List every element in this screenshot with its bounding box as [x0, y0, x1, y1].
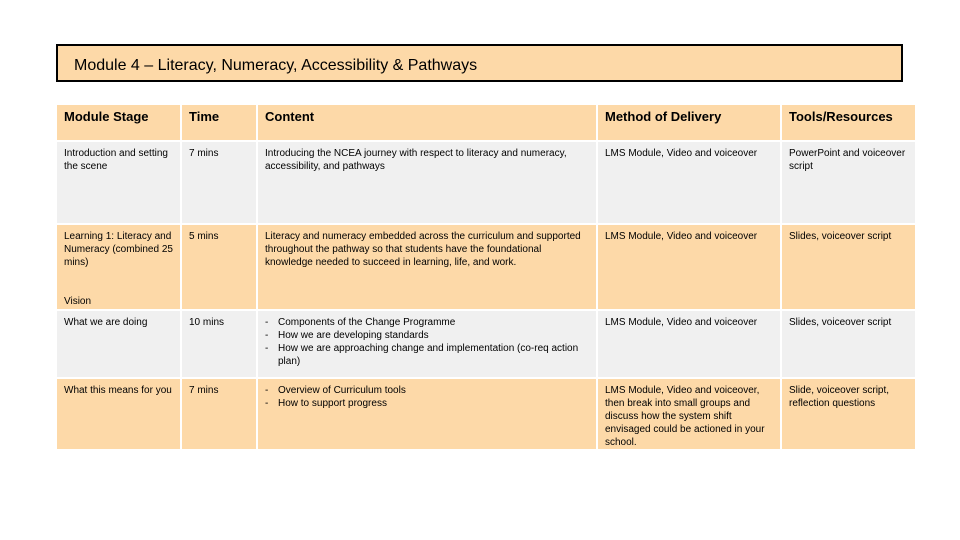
- cell-stage: [57, 225, 180, 309]
- cell-tools: PowerPoint and voiceover script: [782, 142, 915, 223]
- cell-stage: What this means for you: [57, 379, 180, 449]
- content-list-item: - How we are approaching change and implementation (co-req action plan): [265, 342, 590, 368]
- cell-delivery: LMS Module, Video and voiceover: [598, 311, 780, 377]
- table-header-row: [57, 105, 915, 140]
- cell-stage: Introduction and setting the scene: [57, 142, 180, 223]
- cell-time: 7 mins: [182, 379, 256, 449]
- cell-content: [258, 379, 596, 449]
- table-row: [57, 142, 915, 223]
- table-row: [57, 225, 915, 309]
- cell-tools: Slides, voiceover script: [782, 225, 915, 309]
- cell-content: [258, 311, 596, 377]
- header-tools-resources: Tools/Resources: [782, 105, 915, 140]
- header-method-of-delivery: Method of Delivery: [598, 105, 780, 140]
- content-list: [265, 316, 590, 368]
- content-list-item: - How to support progress: [265, 397, 590, 410]
- cell-delivery: LMS Module, Video and voiceover: [598, 142, 780, 223]
- content-list-item: - How we are developing standards: [265, 329, 590, 342]
- stage-sub-label: Vision: [64, 296, 92, 307]
- cell-stage: What we are doing: [57, 311, 180, 377]
- cell-tools: Slide, voiceover script, reflection questions: [782, 379, 915, 449]
- module-schedule-table: [57, 105, 915, 451]
- cell-tools: Slides, voiceover script: [782, 311, 915, 377]
- cell-delivery: LMS Module, Video and voiceover, then break into small groups and discuss how the system shift envisaged could be actioned in your school.: [598, 379, 780, 449]
- header-module-stage: Module Stage: [57, 105, 180, 140]
- stage-label: Learning 1: Literacy and Numeracy (combined 25 mins): [64, 231, 173, 268]
- cell-time: 5 mins: [182, 225, 256, 309]
- table-row: [57, 379, 915, 449]
- content-list-item: - Components of the Change Programme: [265, 316, 590, 329]
- content-list: [265, 384, 590, 410]
- header-content: Content: [258, 105, 596, 140]
- content-list-item: - Overview of Curriculum tools: [265, 384, 590, 397]
- cell-time: 7 mins: [182, 142, 256, 223]
- module-title: Module 4 – Literacy, Numeracy, Accessibility & Pathways: [74, 57, 478, 74]
- cell-content: Introducing the NCEA journey with respect to literacy and numeracy, accessibility, and pathways: [258, 142, 596, 223]
- table-row: [57, 311, 915, 377]
- cell-time: 10 mins: [182, 311, 256, 377]
- module-title-box: [56, 44, 903, 82]
- header-time: Time: [182, 105, 256, 140]
- cell-content: Literacy and numeracy embedded across the curriculum and supported throughout the pathway so that students have the foundational knowledge needed to succeed in learning, life, and work.: [258, 225, 596, 309]
- cell-delivery: LMS Module, Video and voiceover: [598, 225, 780, 309]
